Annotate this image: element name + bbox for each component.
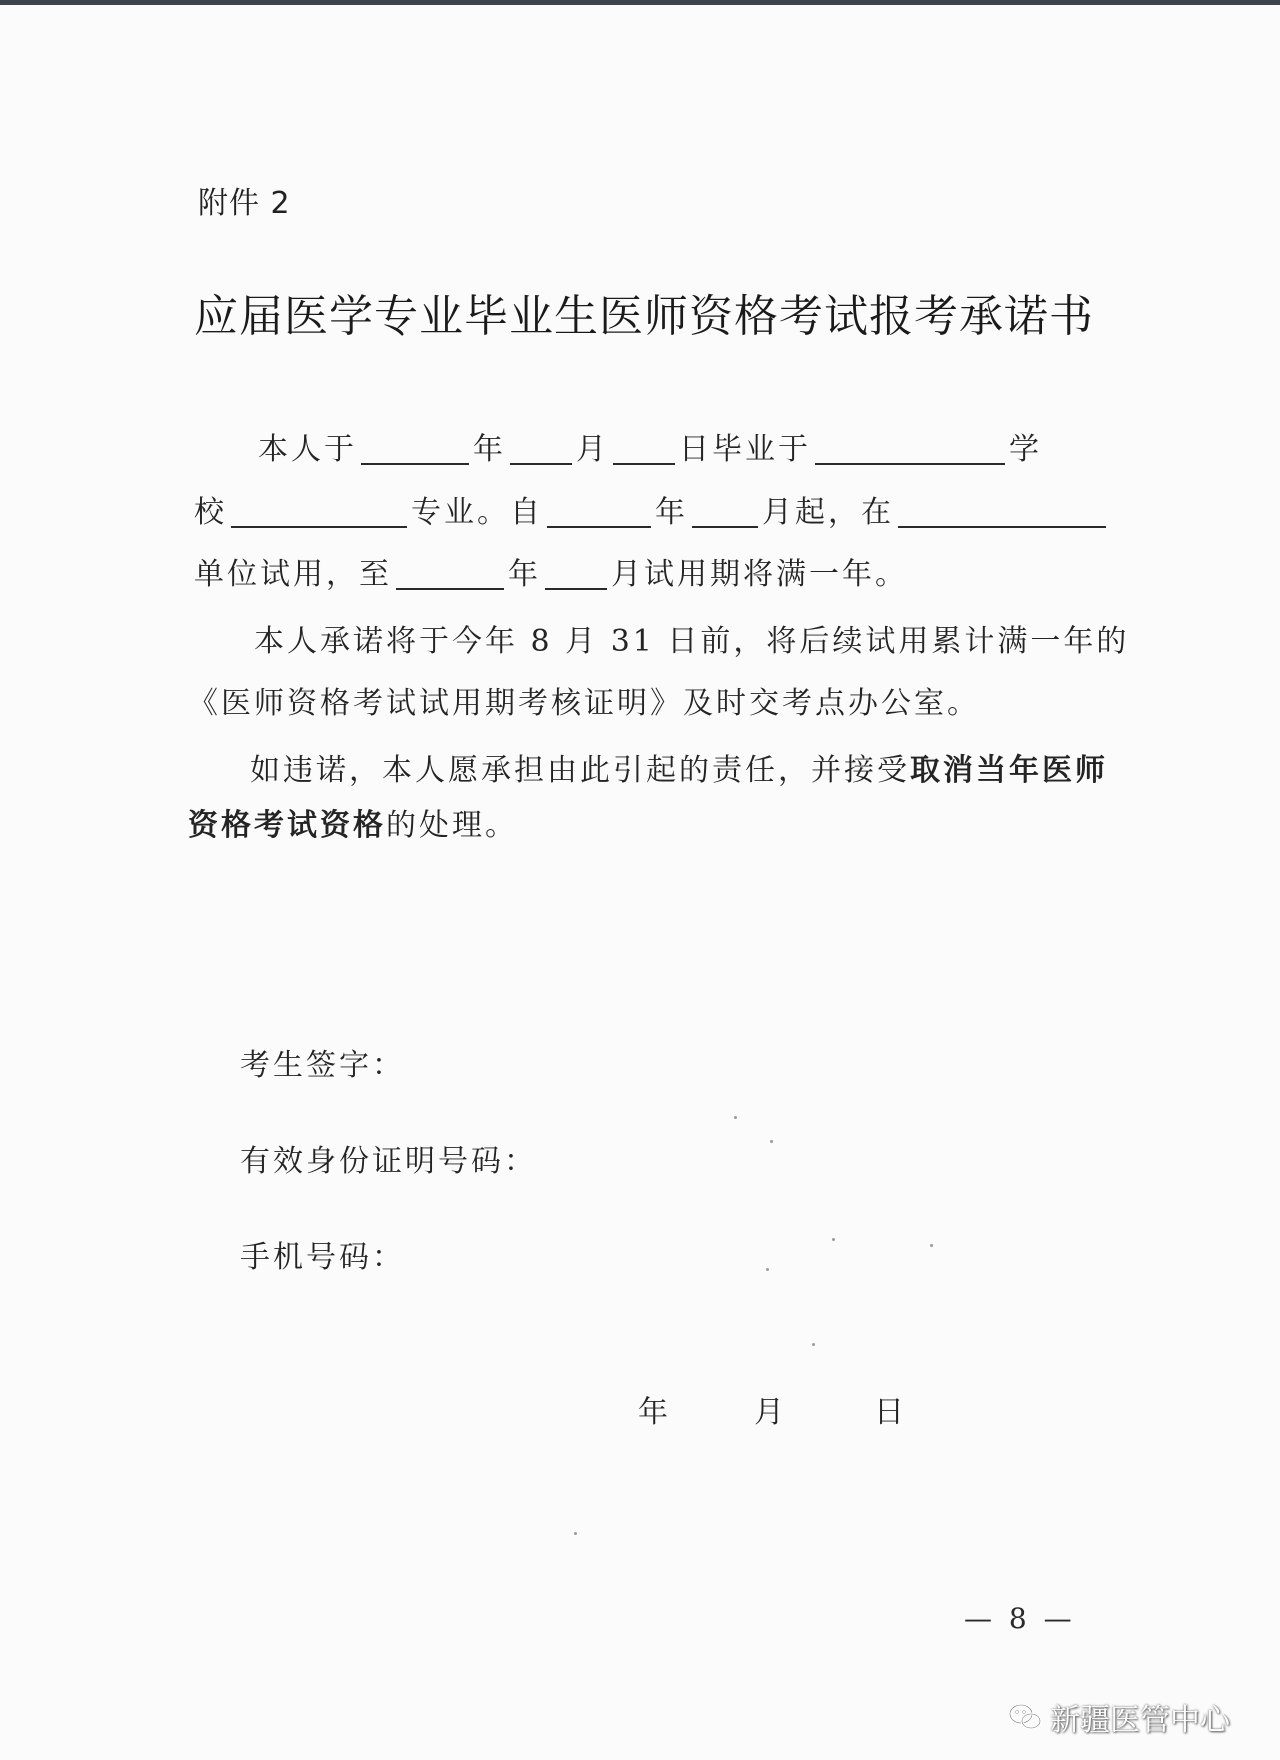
school-text: 校 (194, 495, 227, 530)
grad-day-blank[interactable] (613, 433, 675, 465)
line6-bold: 取消当年医师 (910, 753, 1108, 788)
tail-text: 月试用期将满一年。 (611, 557, 908, 592)
end-year-blank[interactable] (396, 558, 504, 590)
body-line-4: 本人承诺将于今年 8 月 31 日前，将后续试用累计满一年的 (254, 624, 1130, 659)
grad-month-blank[interactable] (510, 433, 572, 465)
end-month-blank[interactable] (545, 558, 607, 590)
start-year-blank[interactable] (547, 496, 651, 528)
day-text: 日毕业于 (679, 432, 811, 467)
date-month: 月 (754, 1395, 784, 1430)
line6-plain: 如违诺，本人愿承担由此引起的责任，并接受 (250, 753, 910, 788)
scan-speck (812, 1343, 815, 1346)
year-text: 年 (655, 495, 688, 530)
watermark-text: 新疆医管中心 (1050, 1703, 1230, 1738)
id-number-label: 有效身份证明号码： (240, 1144, 537, 1179)
attachment-label: 附件 2 (198, 186, 291, 221)
month-text: 月 (576, 432, 609, 467)
major-text: 专业。自 (411, 495, 543, 530)
body-line-1 (258, 424, 1042, 468)
school-blank[interactable] (815, 433, 1005, 465)
phone-number-label: 手机号码： (240, 1240, 405, 1275)
page-number: — 8 — (964, 1602, 1076, 1635)
scan-speck (930, 1244, 933, 1247)
candidate-signature-label: 考生签字： (240, 1048, 405, 1083)
body-line-6 (250, 745, 1108, 789)
body-line-3 (194, 549, 908, 593)
wechat-icon (1008, 1702, 1042, 1732)
unit-blank[interactable] (898, 496, 1106, 528)
school-tail-text: 学 (1009, 432, 1042, 467)
watermark (1008, 1695, 1230, 1739)
start-month-blank[interactable] (692, 496, 758, 528)
scan-speck (766, 1268, 769, 1271)
grad-year-blank[interactable] (361, 433, 469, 465)
document-title: 应届医学专业毕业生医师资格考试报考承诺书 (194, 291, 1094, 342)
scan-top-border (0, 0, 1280, 5)
date-day: 日 (874, 1395, 904, 1430)
major-blank[interactable] (231, 496, 407, 528)
scan-speck (770, 1140, 773, 1143)
line7-bold: 资格考试资格 (188, 808, 386, 843)
body-line-5: 《医师资格考试试用期考核证明》及时交考点办公室。 (188, 686, 980, 721)
date-year: 年 (638, 1395, 668, 1430)
scan-speck (574, 1532, 577, 1535)
body-line-7 (188, 800, 518, 844)
intro-text: 本人于 (258, 432, 357, 467)
month-from-text: 月起，在 (762, 495, 894, 530)
scan-speck (832, 1238, 835, 1241)
unit-text: 单位试用，至 (194, 557, 392, 592)
year-text: 年 (473, 432, 506, 467)
scan-speck (734, 1116, 737, 1119)
line7-plain: 的处理。 (386, 808, 518, 843)
body-line-2 (194, 487, 1110, 531)
year-text: 年 (508, 557, 541, 592)
